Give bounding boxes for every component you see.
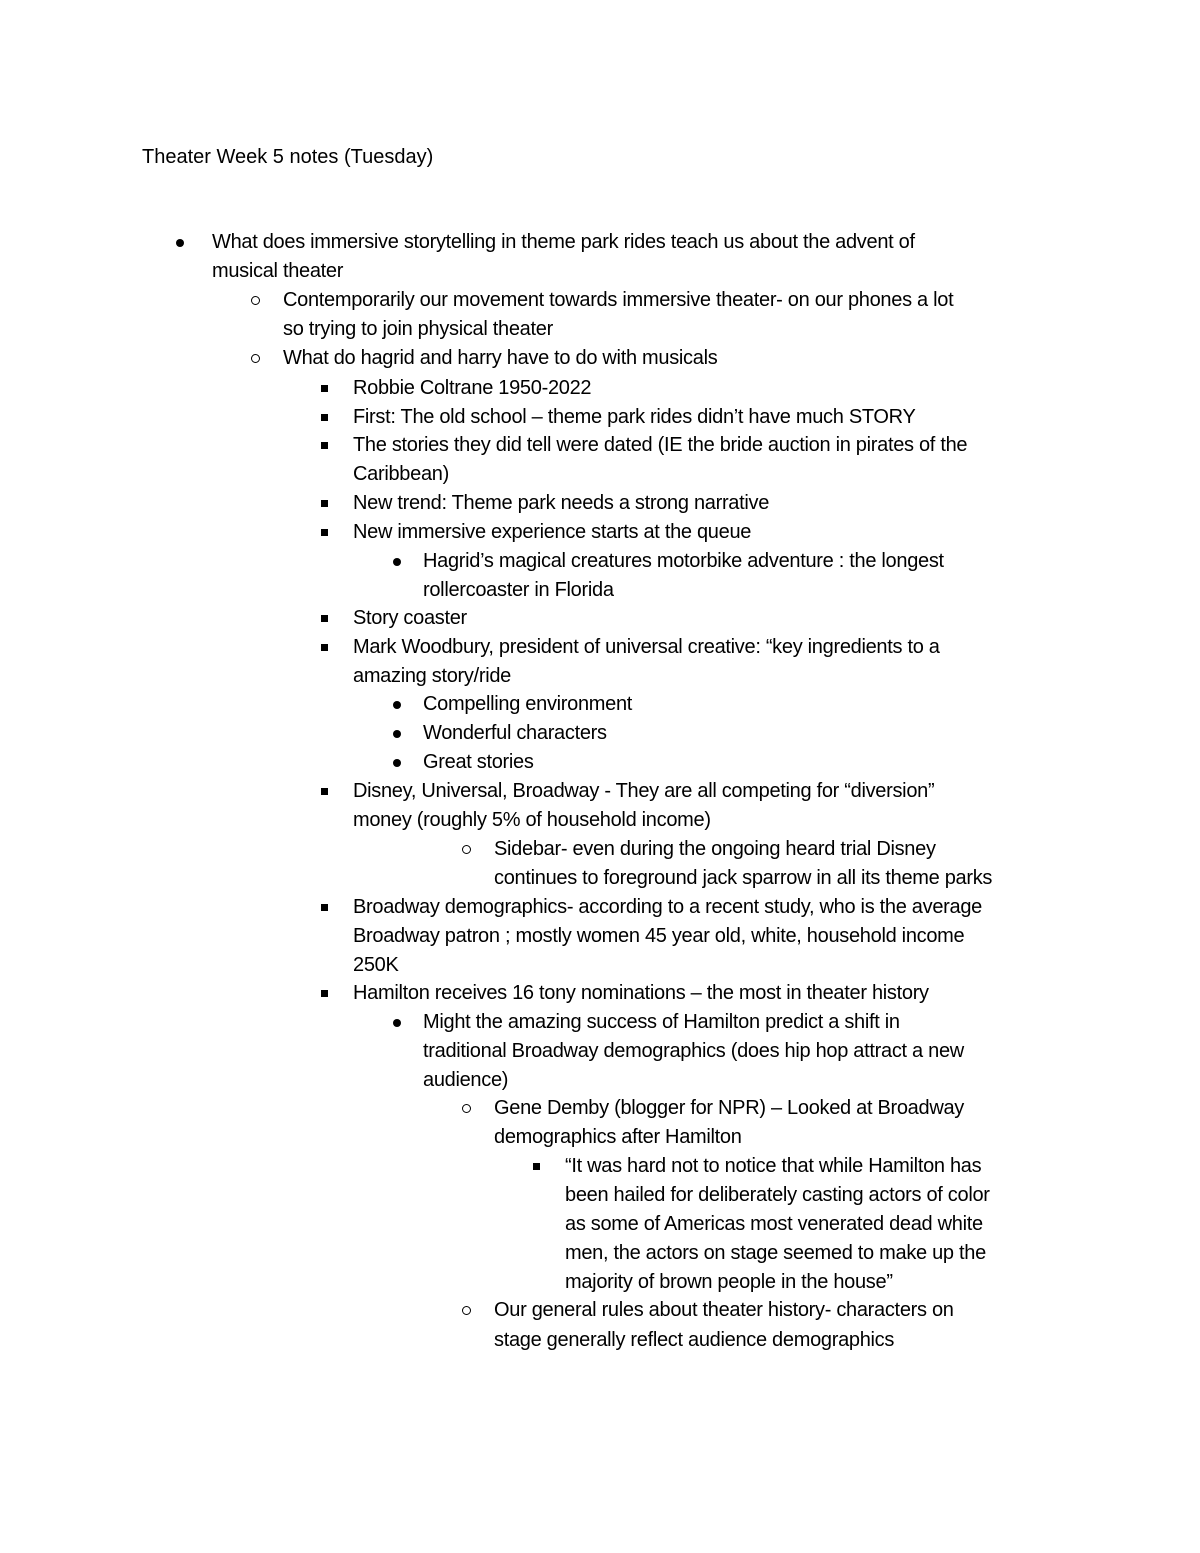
bullet-disc-icon — [385, 719, 409, 748]
list-item-line: Broadway demographics- according to a recent study, who is the average — [353, 896, 982, 918]
bullet-square-icon — [312, 633, 336, 662]
list-item-line: money (roughly 5% of household income) — [353, 809, 711, 831]
list-item-line: stage generally reflect audience demographics — [494, 1329, 895, 1351]
list-item-line: amazing story/ride — [353, 665, 511, 687]
list-item-line: Gene Demby (blogger for NPR) – Looked at Broadway — [494, 1097, 964, 1119]
list-item-line: Hagrid’s magical creatures motorbike adventure : the longest — [423, 550, 944, 572]
list-item-line: traditional Broadway demographics (does hip hop attract a new — [423, 1040, 964, 1062]
bullet-disc-icon — [168, 228, 192, 257]
bullet-square-icon — [312, 777, 336, 806]
list-item-line: Robbie Coltrane 1950-2022 — [353, 377, 592, 399]
bullet-square-icon — [312, 979, 336, 1008]
list-item-line: majority of brown people in the house” — [565, 1271, 893, 1293]
bullet-square-icon — [312, 403, 336, 432]
list-item-line: New immersive experience starts at the queue — [353, 521, 752, 543]
list-item-line: Broadway patron ; mostly women 45 year old, white, household income — [353, 925, 965, 947]
bullet-disc-icon — [385, 547, 409, 576]
list-item-line: as some of Americas most venerated dead white — [565, 1213, 983, 1235]
list-item-line: New trend: Theme park needs a strong narrative — [353, 492, 770, 514]
list-item-line: been hailed for deliberately casting actors of color — [565, 1184, 990, 1206]
list-item-line: musical theater — [212, 260, 344, 282]
list-item-line: Caribbean) — [353, 463, 449, 485]
list-item-line: demographics after Hamilton — [494, 1126, 742, 1148]
bullet-square-icon — [312, 518, 336, 547]
list-item-line: 250K — [353, 954, 399, 976]
list-item-line: Great stories — [423, 751, 534, 773]
bullet-square-icon — [312, 374, 336, 403]
list-item-line: Disney, Universal, Broadway - They are all competing for “diversion” — [353, 780, 935, 802]
list-item-line: Our general rules about theater history- characters on — [494, 1299, 954, 1321]
list-item-line: What does immersive storytelling in theme park rides teach us about the advent of — [212, 231, 915, 253]
bullet-square-icon — [312, 431, 336, 460]
bullet-disc-icon — [385, 1008, 409, 1037]
list-item-line: “It was hard not to notice that while Hamilton has — [565, 1155, 982, 1177]
list-item-line: continues to foreground jack sparrow in all its theme parks — [494, 867, 993, 889]
bullet-circle-icon — [243, 286, 267, 315]
bullet-circle-icon — [454, 1094, 478, 1123]
list-item-line: The stories they did tell were dated (IE the bride auction in pirates of the — [353, 434, 968, 456]
bullet-circle-icon — [454, 1296, 478, 1325]
list-item-line: Wonderful characters — [423, 722, 607, 744]
list-item-line: audience) — [423, 1069, 509, 1091]
list-item-line: Contemporarily our movement towards immersive theater- on our phones a lot — [283, 289, 954, 311]
list-item-line: Sidebar- even during the ongoing heard trial Disney — [494, 838, 936, 860]
bullet-square-icon — [312, 489, 336, 518]
bullet-square-icon — [312, 604, 336, 633]
bullet-disc-icon — [385, 690, 409, 719]
page-title: Theater Week 5 notes (Tuesday) — [142, 146, 434, 168]
list-item-line: What do hagrid and harry have to do with musicals — [283, 347, 718, 369]
list-item-line: rollercoaster in Florida — [423, 579, 614, 601]
list-item-line: Mark Woodbury, president of universal creative: “key ingredients to a — [353, 636, 940, 658]
list-item-line: Story coaster — [353, 607, 467, 629]
list-item-line: First: The old school – theme park rides didn’t have much STORY — [353, 406, 916, 428]
list-item-line: so trying to join physical theater — [283, 318, 553, 340]
list-item-line: men, the actors on stage seemed to make up the — [565, 1242, 986, 1264]
bullet-circle-icon — [243, 344, 267, 373]
list-item-line: Hamilton receives 16 tony nominations – the most in theater history — [353, 982, 929, 1004]
bullet-circle-icon — [454, 835, 478, 864]
list-item-line: Compelling environment — [423, 693, 633, 715]
bullet-square-icon — [312, 893, 336, 922]
list-item-line: Might the amazing success of Hamilton predict a shift in — [423, 1011, 900, 1033]
bullet-disc-icon — [385, 748, 409, 777]
bullet-square-icon — [524, 1152, 548, 1181]
